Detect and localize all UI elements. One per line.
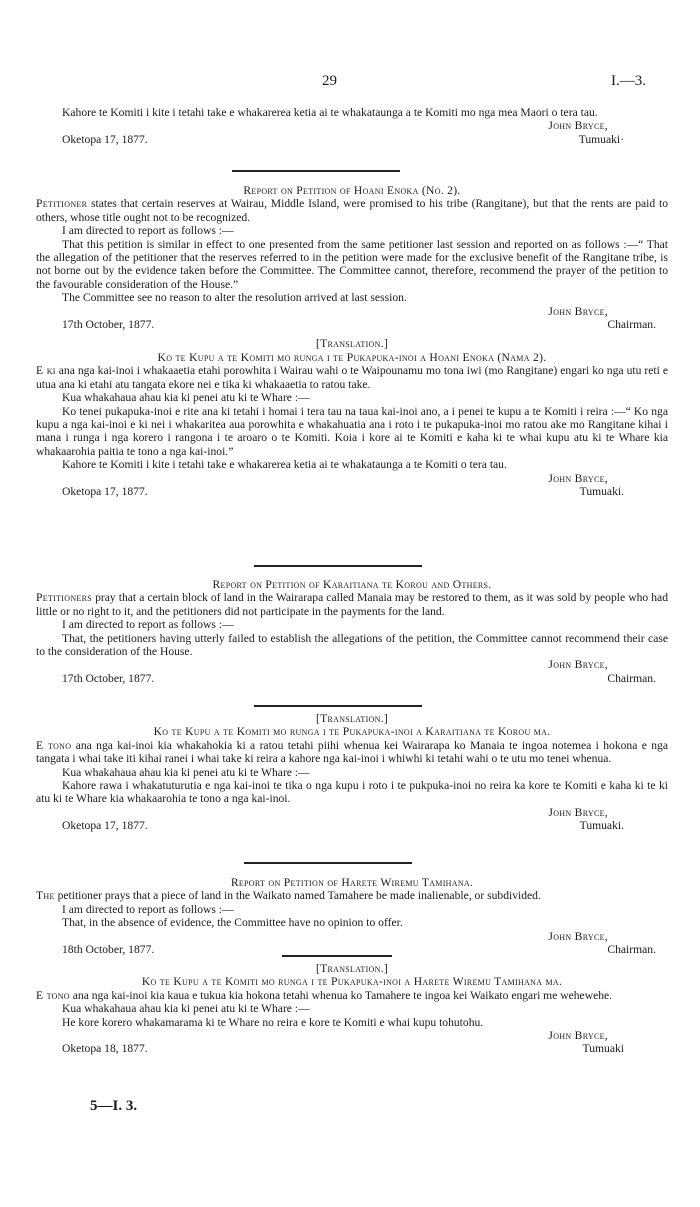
section-rule (36, 862, 668, 864)
section-rule (36, 565, 668, 567)
report-body: petitioner prays that a piece of land in the Waikato named Tamahere be made inalienable, or subdivided. (57, 889, 541, 903)
section-rule (36, 955, 668, 957)
translation-date: Oketopa 17, 1877. (62, 484, 148, 498)
report-role: Chairman. (607, 943, 656, 957)
report-1 (36, 184, 668, 498)
report-role: Chairman. (607, 671, 656, 685)
translation-title: Ko te Kupu a te Komiti mo runga i te Pukapuka-inoi a Karaitiana te Korou ma. (153, 725, 551, 739)
translation-directed: Kua whakahaua ahau kia ki penei atu ki te Whare :— (62, 765, 310, 779)
signature-mark: 5—I. 3. (90, 1098, 138, 1114)
translation-body: ana nga kai-inoi kia whakahokia ki a ratou tetahi piihi whenua kei Wairarapa ko Manaia te ingoa notemea i hokona e nga tangata i whai take iti kihai ranei i whai take ki reira a kahore nga kai-inoi i whiwhi ki tetahi wahi o te utu mo tenei whenua. (36, 738, 668, 766)
translation-para: Kahore rawa i whakatuturutia e nga kai-inoi te tika o nga kupu i roto i te pukpuka-inoi no reira ka kore te Komiti e kaha ki te ki atu ki te Whare kia whakaarohia te tono a nga kai-inoi. (36, 779, 668, 806)
section-rule (36, 170, 668, 172)
intro-block (36, 106, 668, 146)
report-date: 17th October, 1877. (62, 671, 155, 685)
report-title: Report on Petition of Harete Wiremu Tamihana. (230, 876, 474, 889)
translation-directed: Kua whakahaua ahau kia ki penei atu ki te Whare :— (62, 1002, 310, 1016)
report-date: 18th October, 1877. (62, 943, 155, 957)
report-directed: I am directed to report as follows :— (62, 618, 234, 632)
report-lead: Petitioners (36, 591, 92, 605)
intro-signer: John Bryce, (548, 119, 608, 133)
translation-signer: John Bryce, (548, 1029, 608, 1043)
report-directed: I am directed to report as follows :— (62, 902, 234, 916)
document-reference: I.—3. (611, 73, 646, 89)
translation-date: Oketopa 18, 1877. (62, 1042, 148, 1056)
report-para: The Committee see no reason to alter the resolution arrived at last session. (62, 291, 407, 305)
report-para: That, the petitioners having utterly failed to establish the allegations of the petition, the Committee cannot recommend their case to the consideration of the House. (36, 631, 668, 659)
translation-label: [Translation.] (315, 712, 389, 725)
translation-label: [Translation.] (315, 337, 389, 351)
translation-lead: E tono (36, 738, 72, 752)
intro-text: Kahore te Komiti i kite i tetahi take e whakarerea ketia ai te whakataunga a te Komiti mo nga mea Maori o tera tau. (62, 106, 598, 119)
section-rule (36, 705, 668, 707)
report-2-translation (36, 712, 668, 833)
report-body: pray that a certain block of land in the Wairarapa called Manaia may be restored to them, as it was sold by people who had little or no right to it, and the petitioners did not participate in the payments for the land. (36, 591, 668, 618)
report-role: Chairman. (607, 318, 656, 332)
report-2 (36, 578, 668, 685)
translation-lead: E tono (36, 988, 70, 1002)
translation-signer: John Bryce, (548, 471, 608, 485)
translation-para: Kahore te Komiti i kite i tetahi take e whakarerea ketia ai te whakataunga a te Komiti o tera tau. (62, 458, 507, 472)
translation-lead: E ki (36, 364, 56, 378)
translation-date: Oketopa 17, 1877. (62, 819, 148, 833)
report-signer: John Bryce, (548, 304, 608, 318)
report-signer: John Bryce, (548, 658, 608, 672)
translation-signer: John Bryce, (548, 805, 608, 819)
intro-signature-line (36, 133, 668, 146)
report-title: Report on Petition of Hoani Enoka (No. 2). (243, 184, 461, 197)
translation-role: Tumuaki (582, 1042, 624, 1056)
translation-para: He kore korero whakamarama ki te Whare no reira e kore te Komiti e whai kupu tohutohu. (62, 1015, 484, 1029)
page-number: 29 (322, 73, 337, 89)
translation-body: ana nga kai-inoi i whakaaetia etahi porowhita i Wairau wahi o te Waipounamu mo tona iwi (mo Rangitane) engari ko nga utu reti e utua ana ki etahi atu tangata ekore nei e tika ki whakaaetia to ratou take. (36, 364, 669, 391)
intro-date: Oketopa 17, 1877. (62, 132, 148, 146)
translation-body: ana nga kai-inoi kia kaua e tukua kia hokona tetahi whenua ko Tamahere te ingoa kei Waikato engari me wehewehe. (72, 988, 613, 1002)
translation-role: Tumuaki. (579, 484, 624, 498)
translation-label: [Translation.] (315, 962, 389, 975)
intro-role: Tumuaki· (578, 132, 624, 146)
report-body: states that certain reserves at Wairau, Middle Island, were promised to his tribe (Rangitane), but that the rents are paid to others, whose title ought not to be recognized. (36, 197, 668, 224)
report-para: That this petition is similar in effect to one presented from the same petitioner last session and reported on as follows :—“ That the allegation of the petitioner that the reserves referred to in the petition were made for the exclusive benefit of the Rangitane tribe, is not borne out by the evidence taken before the Committee. The Committee cannot, therefore, recommend the prayer of the petition to the favourable consideration of the House.” (36, 237, 668, 291)
report-lead: The (36, 889, 55, 903)
translation-title: Ko te Kupu a te Komiti mo runga i te Pukapuka-inoi a Hoani Enoka (Nama 2). (157, 350, 547, 364)
report-date: 17th October, 1877. (62, 318, 155, 332)
report-lead: Petitioner (36, 197, 88, 211)
report-para: That, in the absence of evidence, the Committee have no opinion to offer. (62, 916, 403, 930)
report-signer: John Bryce, (548, 929, 608, 943)
translation-para: Ko tenei pukapuka-inoi e rite ana ki tetahi i homai i tera tau na taua kai-inoi ano, a i penei te kupu a te Komiti i reira :—“ Ko nga kupu a nga kai-inoi e ki nei i whakaritea aua porowhita e whakahuatia ana i roto i te pukapuka-inoi mo ratou ake mo Rangitane kihai i mana i runga i nga korero i rangona i te aroaro o te Komiti. Koia i kore ai te Komiti e kaha ki te whai kupu atu ki te Whare kia whakaarohia paitia te tono a nga kai-inoi.” (36, 404, 668, 458)
report-3-translation (36, 962, 668, 1056)
report-directed: I am directed to report as follows :— (62, 224, 234, 238)
translation-directed: Kua whakahaua ahau kia ki penei atu ki te Whare :— (62, 391, 310, 405)
translation-role: Tumuaki. (579, 819, 624, 833)
report-3 (36, 876, 668, 956)
report-title: Report on Petition of Karaitiana te Korou and Others. (212, 578, 492, 591)
translation-title: Ko te Kupu a te Komiti mo runga i te Pukapuka-inoi a Harete Wiremu Tamihana ma. (141, 975, 563, 989)
